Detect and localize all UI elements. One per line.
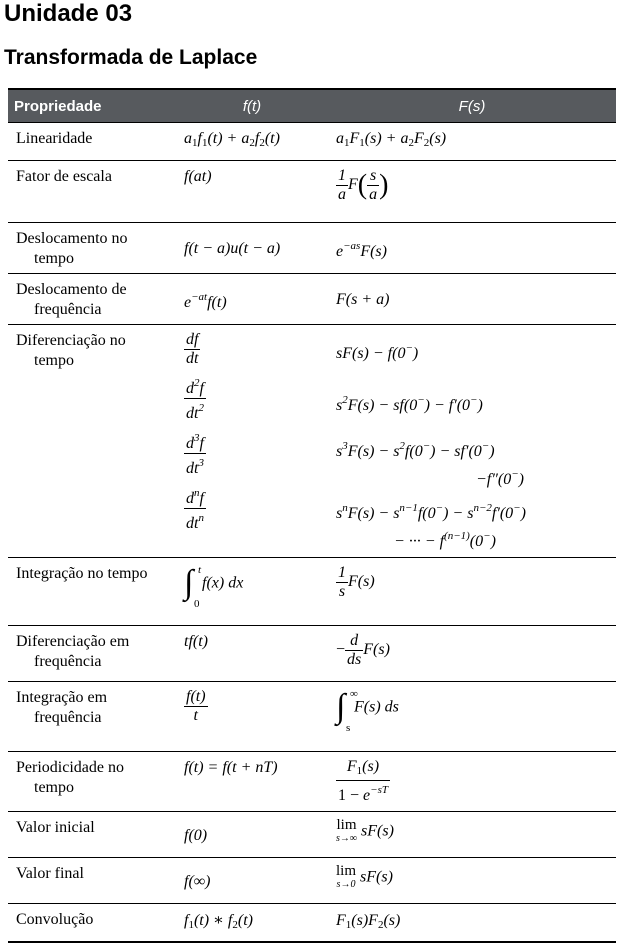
s-domain-expression: $F_1(s)F_2(s)$ — [336, 912, 401, 932]
time-domain-expression: f(t) = f(t + nT) — [184, 759, 278, 776]
table-row — [8, 752, 616, 812]
table-row — [8, 223, 616, 274]
property-name: Linearidade — [16, 130, 93, 147]
time-domain-expression: $\frac{df}{dt}$ $\frac{d^2f}{dt^2}$ $\frac{d^3f}{dt^3}$ $\frac{d^nf}{dt^n}$ — [186, 331, 204, 532]
header-propriedade: Propriedade — [8, 89, 176, 123]
s-domain-expression: F(s + a) — [336, 291, 390, 308]
property-name: Integração em frequência — [16, 689, 108, 726]
s-domain-expression: lim s→∞ sF(s) — [336, 817, 394, 844]
table-row — [8, 812, 616, 858]
time-domain-expression: $e^{-at}f(t)$ — [184, 291, 227, 311]
s-domain-expression: $\frac{1}{a}$ F( $\frac{s}{a}$ ) — [338, 167, 389, 203]
property-name: Valor inicial — [16, 819, 95, 836]
property-name: Deslocamento de frequência — [16, 281, 127, 318]
time-domain-expression: f(0) — [184, 826, 208, 844]
table-row — [8, 858, 616, 904]
s-domain-expression: $\frac{F_1(s)}{1 - e^{-sT}}$ — [338, 758, 388, 804]
property-name: Periodicidade no tempo — [16, 759, 124, 796]
time-domain-expression: tf(t) — [184, 633, 208, 650]
s-domain-expression: $e^{-as}F(s)$ — [336, 240, 387, 260]
property-name: Diferenciação no tempo — [16, 332, 126, 369]
property-name: Integração no tempo — [16, 565, 148, 582]
section-title: Transformada de Laplace — [4, 46, 258, 69]
s-domain-expression: sF(s) − f(0−) $s^2F(s) - sf(0^-) - f'(0^-)$ $s^3F(s) - s^2f(0^-) - sf'(0^-)$ −f″(0−) $s^nF(s) - s^{n-1}f(0^-) - s^{n-2}f'(0^-)$ − ··· − $f^{(n-1)}(0^-)$ — [336, 342, 526, 550]
header-Fs: F(s) — [328, 89, 616, 123]
table-row — [8, 274, 616, 325]
time-domain-expression: $\frac{f(t)}{t}$ — [186, 688, 206, 724]
property-name: Diferenciação em frequência — [16, 633, 130, 670]
s-domain-expression: lim s→0 sF(s) — [336, 863, 393, 890]
s-domain-expression: $\frac{1}{s}$ F(s) — [338, 564, 375, 600]
time-domain-expression: f(t − a)u(t − a) — [184, 240, 281, 257]
table-row — [8, 904, 616, 942]
time-domain-expression: $f_1(t)$ ∗ $f_2(t)$ — [184, 912, 253, 932]
time-domain-expression: $a_1f_1(t) + a_2f_2(t)$ — [184, 130, 280, 149]
time-domain-expression: ∫ t 0 f(x) dx — [184, 564, 244, 610]
time-domain-expression: f(∞) — [184, 872, 211, 890]
table-row — [8, 325, 616, 558]
time-domain-expression: f(at) — [184, 168, 212, 185]
s-domain-expression: $a_1F_1(s) + a_2F_2(s)$ — [336, 130, 447, 149]
property-name: Valor final — [16, 865, 84, 882]
table-row — [8, 626, 616, 682]
table-row — [8, 558, 616, 626]
table-row — [8, 161, 616, 223]
header-ft: f(t) — [176, 89, 328, 123]
table-header-row — [8, 89, 616, 123]
s-domain-expression: ∫ ∞ s F(s) ds — [336, 688, 399, 734]
property-name: Fator de escala — [16, 168, 112, 185]
table-row — [8, 682, 616, 752]
property-name: Convolução — [16, 911, 94, 928]
property-name: Deslocamento no tempo — [16, 230, 128, 267]
table-row — [8, 123, 616, 161]
page-title: Unidade 03 — [4, 0, 133, 27]
laplace-properties-table — [8, 88, 616, 943]
s-domain-expression: − $\frac{d}{ds}$ F(s) — [336, 632, 390, 668]
